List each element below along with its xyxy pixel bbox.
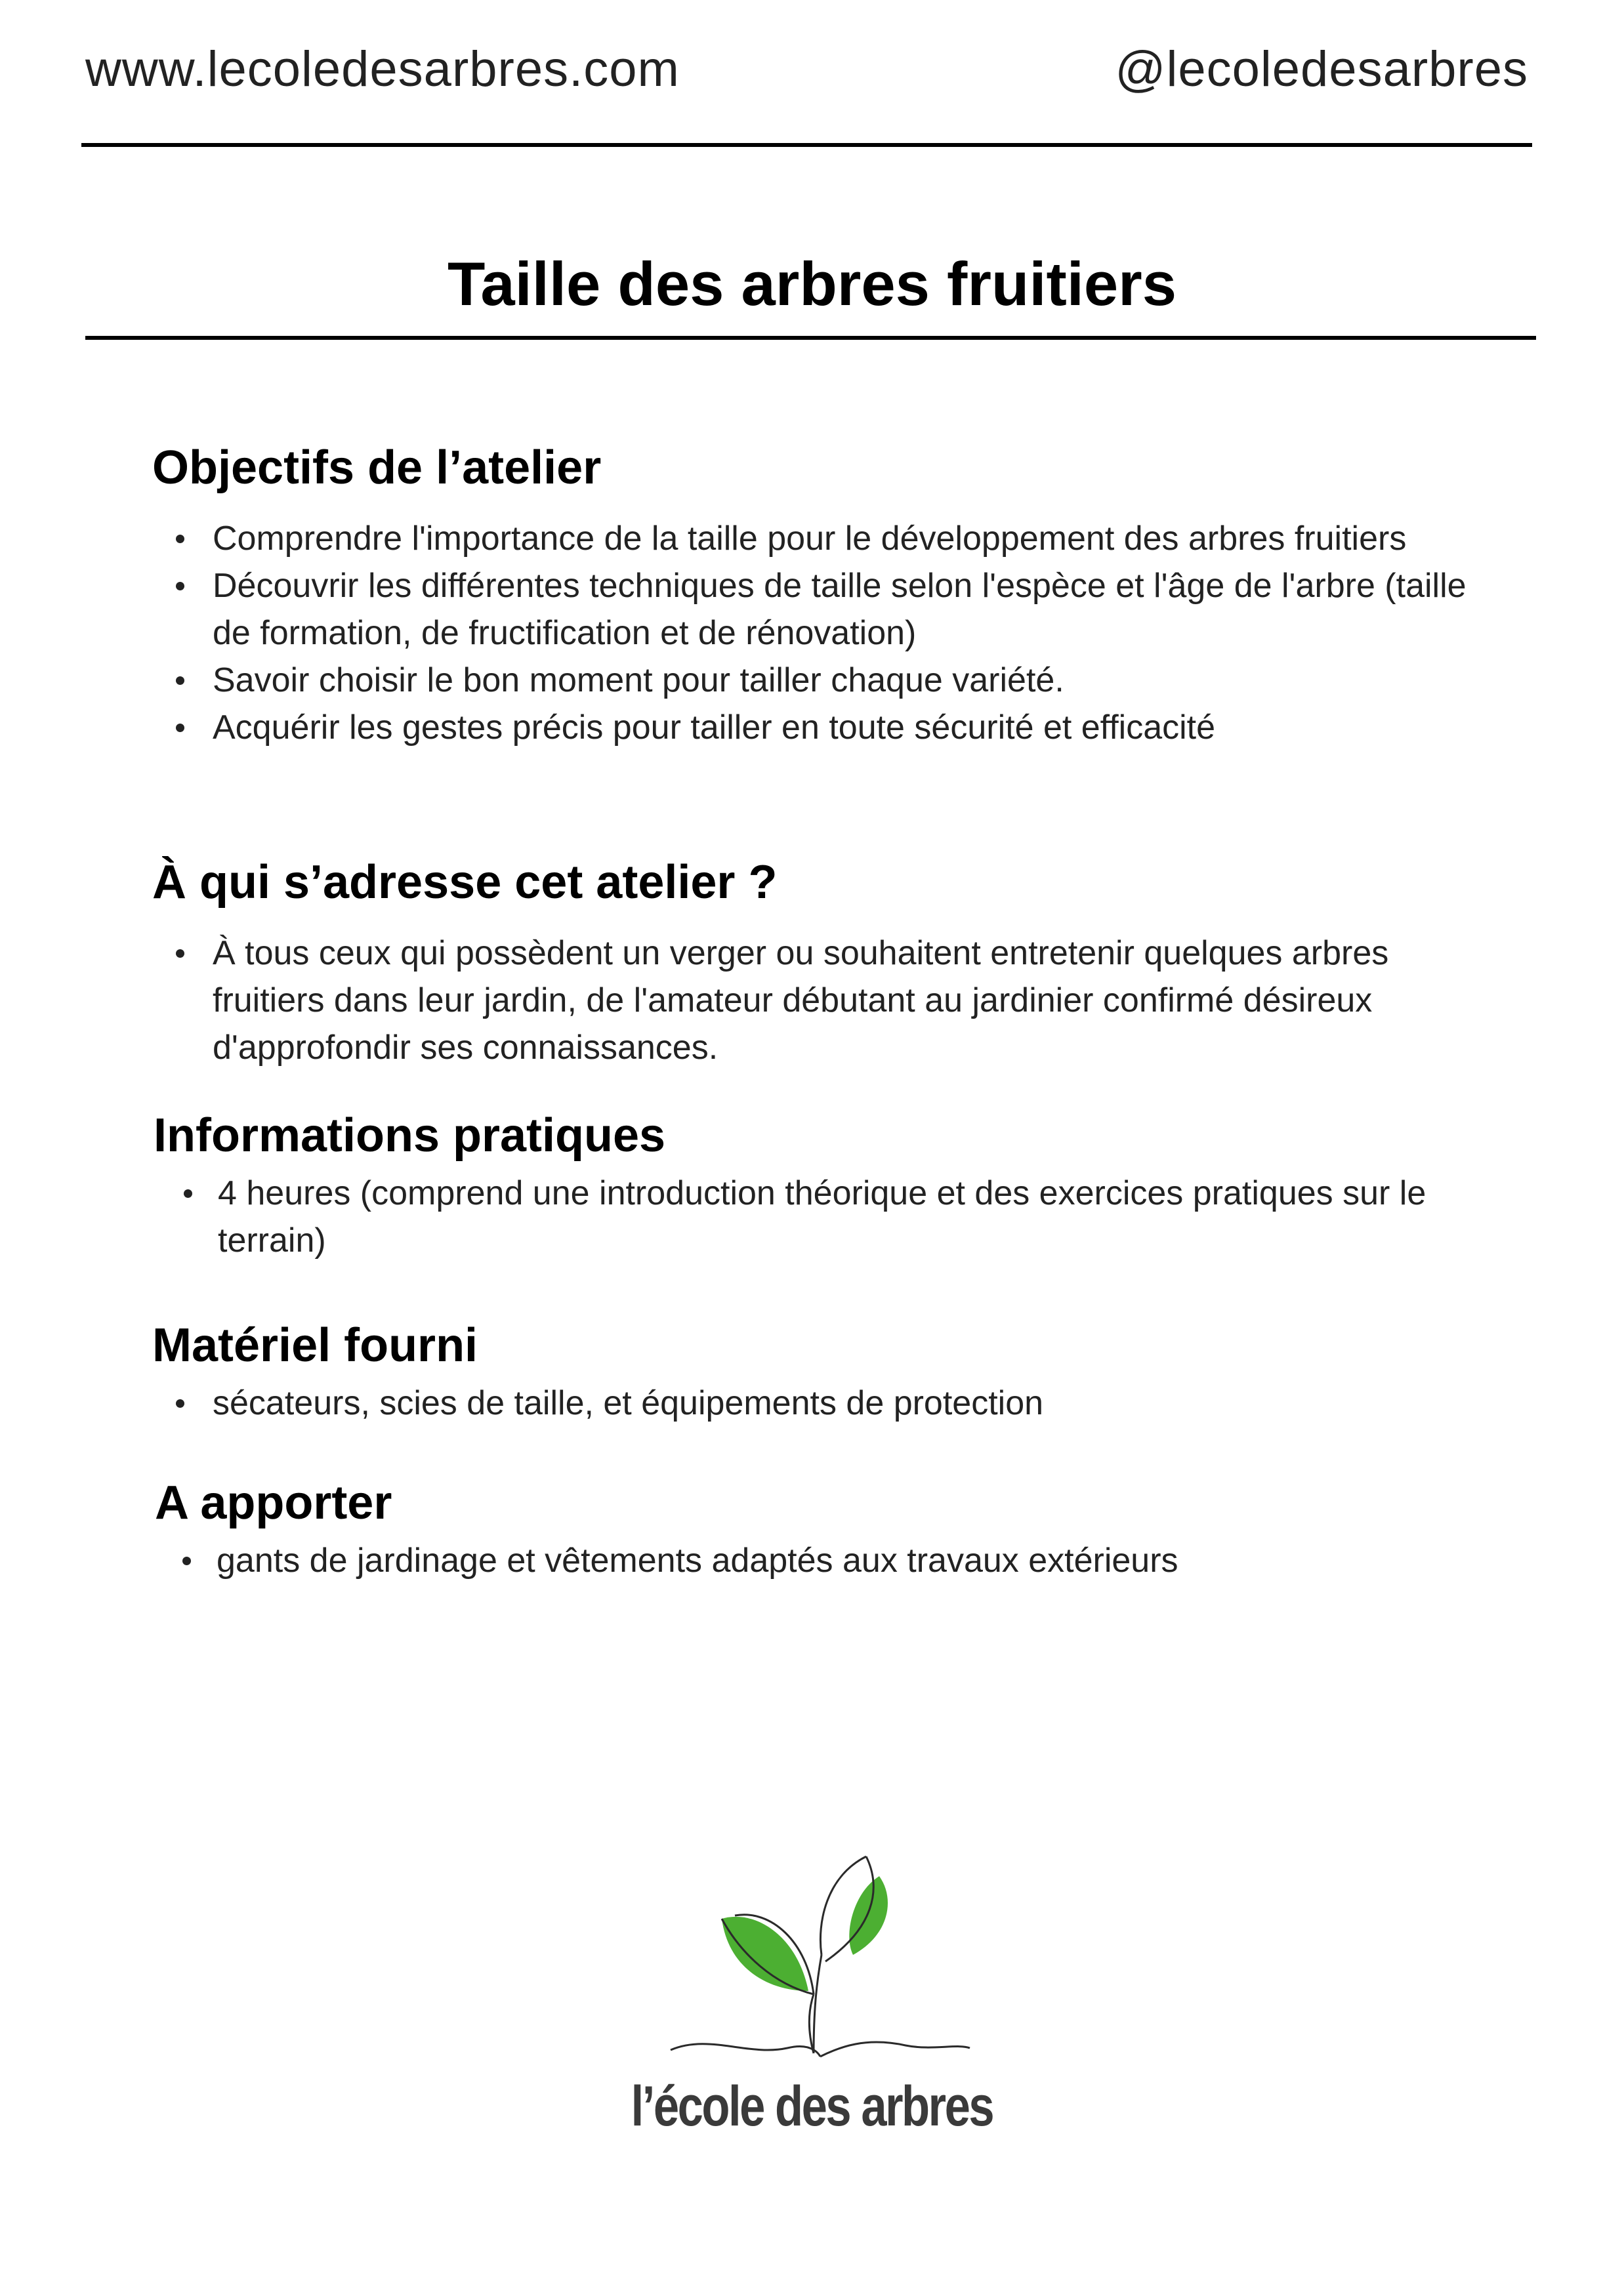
section-heading: Matériel fourni bbox=[152, 1319, 478, 1372]
bullet-list bbox=[152, 515, 1497, 751]
bullet-icon bbox=[182, 1557, 191, 1565]
website-url: www.lecoledesarbres.com bbox=[85, 41, 680, 97]
bullet-icon bbox=[176, 582, 184, 590]
section-what-to-bring bbox=[155, 1476, 1500, 1584]
section-heading: A apporter bbox=[155, 1477, 392, 1529]
list-item: Savoir choisir le bon moment pour tailler chaque variété. bbox=[152, 657, 1497, 704]
section-equipment-provided bbox=[152, 1319, 1497, 1427]
title-divider bbox=[85, 336, 1536, 340]
bullet-icon bbox=[176, 1399, 184, 1408]
top-divider bbox=[81, 143, 1532, 147]
bullet-list bbox=[155, 1537, 1500, 1584]
list-item: Découvrir les différentes techniques de taille selon l'espèce et l'âge de l'arbre (taille de formation, de fructification et de rénovation) bbox=[152, 562, 1497, 657]
logo-wordmark: l’école des arbres bbox=[631, 2075, 993, 2138]
bullet-list bbox=[152, 930, 1497, 1071]
section-heading: Informations pratiques bbox=[154, 1109, 666, 1162]
page-title: Taille des arbres fruitiers bbox=[447, 249, 1177, 318]
bullet-icon bbox=[176, 676, 184, 685]
list-item: 4 heures (comprend une introduction théorique et des exercices pratiques sur le terrain) bbox=[154, 1170, 1465, 1264]
bullet-list bbox=[152, 1380, 1497, 1427]
bullet-icon bbox=[184, 1189, 192, 1198]
list-item: sécateurs, scies de taille, et équipements de protection bbox=[152, 1380, 1497, 1427]
section-heading: Objectifs de l’atelier bbox=[152, 441, 602, 494]
bullet-icon bbox=[176, 724, 184, 732]
list-item: Comprendre l'importance de la taille pour le développement des arbres fruitiers bbox=[152, 515, 1459, 562]
section-practical-info bbox=[154, 1109, 1499, 1264]
list-item: Acquérir les gestes précis pour tailler en toute sécurité et efficacité bbox=[152, 704, 1497, 751]
bullet-icon bbox=[176, 535, 184, 543]
section-audience bbox=[152, 855, 1497, 1071]
list-item: À tous ceux qui possèdent un verger ou souhaitent entretenir quelques arbres fruitiers dans leur jardin, de l'amateur débutant au jardinier confirmé désireux d'approfondir ses connaissances. bbox=[152, 930, 1459, 1071]
list-item: gants de jardinage et vêtements adaptés aux travaux extérieurs bbox=[155, 1537, 1500, 1584]
section-objectives bbox=[152, 441, 1497, 751]
social-handle: @lecoledesarbres bbox=[1115, 41, 1528, 97]
bullet-icon bbox=[176, 949, 184, 958]
sprout-icon bbox=[656, 1837, 984, 2073]
bullet-list bbox=[154, 1170, 1499, 1264]
section-heading: À qui s’adresse cet atelier ? bbox=[152, 856, 778, 909]
